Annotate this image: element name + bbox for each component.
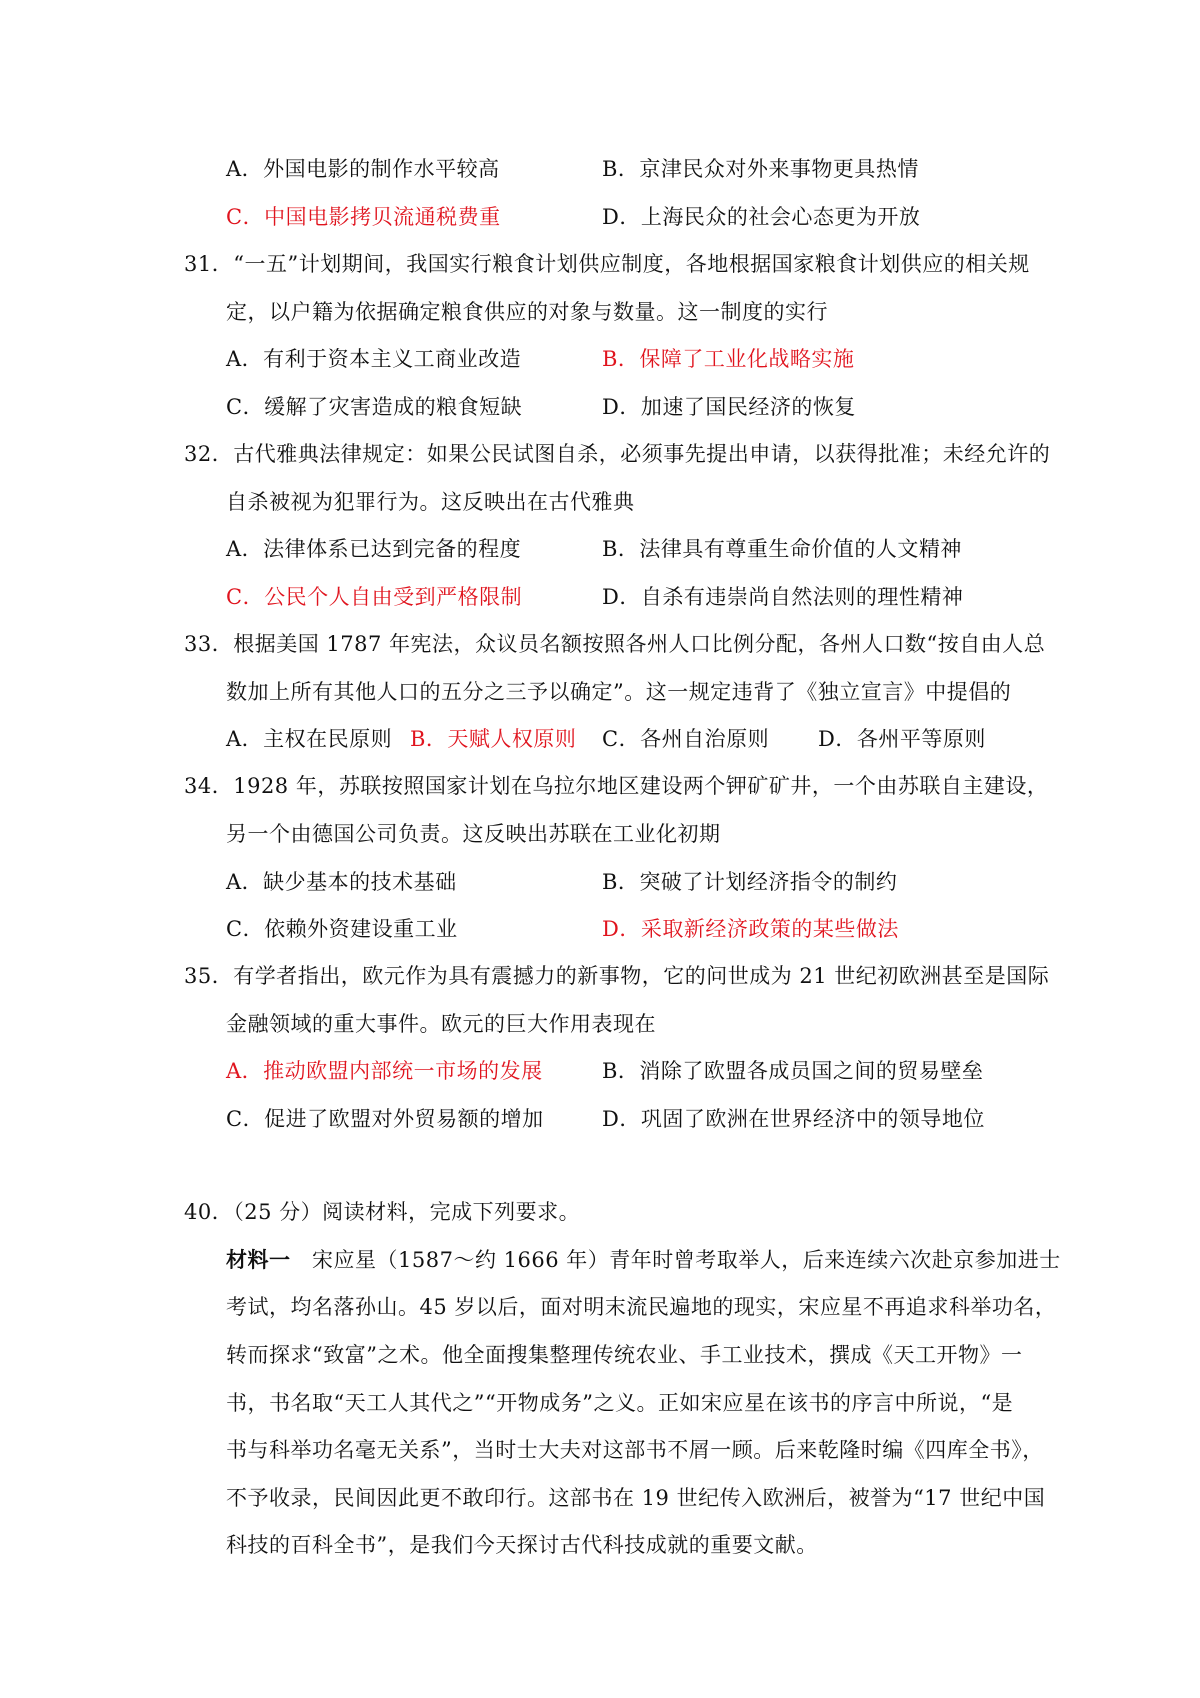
q34-option-d-answer: D．采取新经济政策的某些做法 [602, 917, 899, 941]
q30-option-a: A．外国电影的制作水平较高 [226, 157, 500, 181]
q35-stem-line1: 35．有学者指出，欧元作为具有震撼力的新事物，它的问世成为 21 世纪初欧洲甚至是国际 [184, 964, 1050, 988]
q31-option-c: C．缓解了灾害造成的粮食短缺 [226, 395, 523, 419]
q34-option-c: C．依赖外资建设重工业 [226, 917, 458, 941]
q40-material-line3: 转而探求“致富”之术。他全面搜集整理传统农业、手工业技术，撰成《天工开物》一 [226, 1343, 1023, 1367]
q31-option-b-answer: B．保障了工业化战略实施 [602, 347, 855, 371]
q35-option-b: B．消除了欧盟各成员国之间的贸易壁垒 [602, 1059, 984, 1083]
q34-option-b: B．突破了计划经济指令的制约 [602, 870, 898, 894]
q33-stem-line2: 数加上所有其他人口的五分之三予以确定”。这一规定违背了《独立宣言》中提倡的 [226, 680, 1012, 704]
q30-option-b: B．京津民众对外来事物更具热情 [602, 157, 919, 181]
q34-stem-line2: 另一个由德国公司负责。这反映出苏联在工业化初期 [226, 822, 721, 846]
q31-stem-line1: 31．“一五”计划期间，我国实行粮食计划供应制度，各地根据国家粮食计划供应的相关规 [184, 252, 1030, 276]
q40-material-line1 [226, 1245, 1061, 1275]
q34-stem-line1: 34．1928 年，苏联按照国家计划在乌拉尔地区建设两个钾矿矿井，一个由苏联自主建设， [184, 774, 1049, 798]
q35-option-d: D．巩固了欧洲在世界经济中的领导地位 [602, 1107, 985, 1131]
q30-option-d: D．上海民众的社会心态更为开放 [602, 205, 921, 229]
q31-stem-line2: 定，以户籍为依据确定粮食供应的对象与数量。这一制度的实行 [226, 300, 828, 324]
q32-stem-line2: 自杀被视为犯罪行为。这反映出在古代雅典 [226, 490, 635, 514]
q32-option-a: A．法律体系已达到完备的程度 [226, 537, 522, 561]
q35-option-c: C．促进了欧盟对外贸易额的增加 [226, 1107, 544, 1131]
q33-option-d: D．各州平等原则 [818, 727, 986, 751]
q33-option-a: A．主权在民原则 [226, 727, 393, 751]
q33-stem-line1: 33．根据美国 1787 年宪法，众议员名额按照各州人口比例分配，各州人口数“按自由人总 [184, 632, 1046, 656]
q40-material-line5: 书与科举功名毫无关系”，当时士大夫对这部书不屑一顾。后来乾隆时编《四库全书》， [226, 1438, 1044, 1462]
q35-option-a-answer: A．推动欧盟内部统一市场的发展 [226, 1059, 543, 1083]
q33-option-c: C．各州自治原则 [602, 727, 770, 751]
q33-option-b-answer: B．天赋人权原则 [410, 727, 577, 751]
q40-material-line4: 书，书名取“天工人其代之”“开物成务”之义。正如宋应星在该书的序言中所说，“是 [226, 1391, 1014, 1415]
q40-material-line6: 不予收录，民间因此更不敢印行。这部书在 19 世纪传入欧洲后，被誉为“17 世纪中国 [226, 1486, 1046, 1510]
material-text: 宋应星（1587～约 1666 年）青年时曾考取举人，后来连续六次赴京参加进士 [290, 1248, 1061, 1272]
q40-material-line7: 科技的百科全书”，是我们今天探讨古代科技成就的重要文献。 [226, 1533, 818, 1557]
q40-material-line2: 考试，均名落孙山。45 岁以后，面对明末流民遍地的现实，宋应星不再追求科举功名， [226, 1295, 1057, 1319]
material-label: 材料一 [226, 1247, 291, 1272]
q32-stem-line1: 32．古代雅典法律规定：如果公民试图自杀，必须事先提出申请，以获得批准；未经允许的 [184, 442, 1051, 466]
q32-option-b: B．法律具有尊重生命价值的人文精神 [602, 537, 962, 561]
q35-stem-line2: 金融领域的重大事件。欧元的巨大作用表现在 [226, 1012, 656, 1036]
q32-option-d: D．自杀有违崇尚自然法则的理性精神 [602, 585, 964, 609]
q31-option-d: D．加速了国民经济的恢复 [602, 395, 856, 419]
q40-stem: 40．（25 分）阅读材料，完成下列要求。 [184, 1200, 581, 1224]
q32-option-c-answer: C．公民个人自由受到严格限制 [226, 585, 523, 609]
q31-option-a: A．有利于资本主义工商业改造 [226, 347, 522, 371]
q30-option-c-answer: C．中国电影拷贝流通税费重 [226, 205, 501, 229]
q34-option-a: A．缺少基本的技术基础 [226, 870, 457, 894]
